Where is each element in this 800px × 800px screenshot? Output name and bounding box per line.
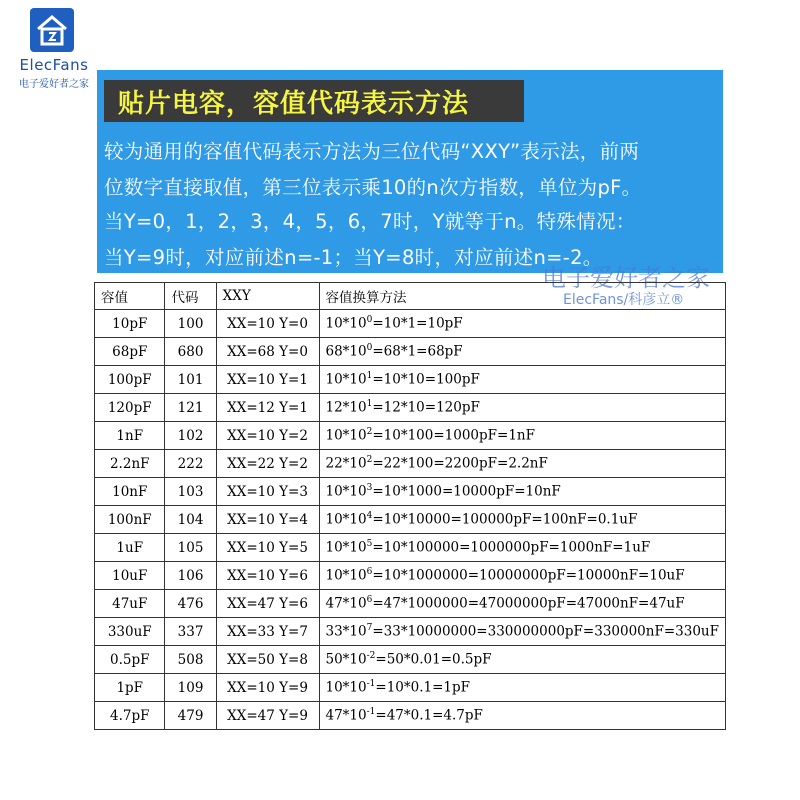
cell-code: 103 [165,478,216,506]
intro-line-1: 较为通用的容值代码表示方法为三位代码“XXY”表示法，前两 [104,140,640,163]
cell-conversion [319,422,726,450]
conversion-exponent: 1 [366,371,373,382]
table-row [95,338,726,366]
conversion-result: =10*0.1=1pF [375,679,471,696]
cell-conversion [319,534,726,562]
elecfans-logo[interactable] [8,8,96,90]
conversion-base: 10*10 [325,483,367,500]
table-row [95,394,726,422]
header-xxy: XXY [216,283,319,310]
cell-value: 4.7pF [95,702,165,730]
cell-conversion [319,674,726,702]
cell-value: 2.2nF [95,450,165,478]
header-code: 代码 [165,283,216,310]
table-row [95,534,726,562]
cell-conversion [319,478,726,506]
table-row [95,506,726,534]
cell-conversion [319,394,726,422]
table-row [95,674,726,702]
cell-xxy: XX=10 Y=2 [216,422,319,450]
cell-conversion [319,590,726,618]
cell-value: 47uF [95,590,165,618]
table-row [95,450,726,478]
conversion-result: =47*0.1=4.7pF [375,707,483,724]
header-value: 容值 [95,283,165,310]
cell-xxy: XX=10 Y=0 [216,310,319,338]
table-row [95,422,726,450]
conversion-base: 10*10 [325,315,367,332]
capacitor-code-table [94,282,726,730]
table-row [95,366,726,394]
cell-xxy: XX=47 Y=9 [216,702,319,730]
conversion-exponent: -1 [366,707,376,718]
table-header-row [95,283,726,310]
table-row [95,562,726,590]
conversion-exponent: 7 [366,623,373,634]
conversion-exponent: 2 [366,455,373,466]
conversion-exponent: 4 [366,511,373,522]
cell-conversion [319,702,726,730]
conversion-exponent: -1 [366,679,376,690]
conversion-result: =10*1000000=10000000pF=10000nF=10uF [372,567,685,584]
conversion-exponent: 3 [366,483,373,494]
cell-value: 1uF [95,534,165,562]
cell-code: 109 [165,674,216,702]
conversion-result: =10*100000=1000000pF=1000nF=1uF [372,539,651,556]
conversion-base: 10*10 [325,511,367,528]
cell-xxy: XX=22 Y=2 [216,450,319,478]
cell-conversion [319,450,726,478]
cell-code: 100 [165,310,216,338]
intro-line-3: 当Y=0，1，2，3，4，5，6，7时，Y就等于n。特殊情况： [104,210,636,233]
conversion-exponent: 6 [366,595,373,606]
cell-xxy: XX=10 Y=1 [216,366,319,394]
cell-xxy: XX=10 Y=9 [216,674,319,702]
cell-code: 337 [165,618,216,646]
cell-code: 680 [165,338,216,366]
cell-value: 100pF [95,366,165,394]
table-body [95,310,726,730]
intro-line-4: 当Y=9时，对应前述n=-1；当Y=8时，对应前述n=-2。 [104,246,603,269]
conversion-result: =10*10000=100000pF=100nF=0.1uF [372,511,638,528]
cell-conversion [319,562,726,590]
conversion-exponent: 0 [366,343,373,354]
conversion-exponent: 6 [366,567,373,578]
watermark-credit: ElecFans/科彦立® [563,292,685,308]
cell-value: 330uF [95,618,165,646]
logo-name: ElecFans [19,56,89,74]
conversion-result: =10*1000=10000pF=10nF [372,483,561,500]
cell-xxy: XX=33 Y=7 [216,618,319,646]
cell-value: 10pF [95,310,165,338]
cell-xxy: XX=68 Y=0 [216,338,319,366]
cell-xxy: XX=47 Y=6 [216,590,319,618]
header-conversion: 容值换算方法 [319,283,726,310]
conversion-base: 68*10 [325,343,367,360]
cell-code: 104 [165,506,216,534]
conversion-base: 10*10 [325,567,367,584]
conversion-result: =50*0.01=0.5pF [375,651,492,668]
conversion-result: =10*100=1000pF=1nF [372,427,535,444]
cell-xxy: XX=10 Y=4 [216,506,319,534]
cell-conversion [319,366,726,394]
page-title: 贴片电容，容值代码表示方法 [118,89,470,119]
cell-code: 101 [165,366,216,394]
cell-conversion [319,646,726,674]
conversion-result: =12*10=120pF [372,399,480,416]
conversion-base: 22*10 [325,455,367,472]
conversion-result: =10*1=10pF [372,315,463,332]
intro-line-2: 位数字直接取值，第三位表示乘10的n次方指数，单位为pF。 [104,176,642,199]
conversion-result: =22*100=2200pF=2.2nF [372,455,548,472]
cell-xxy: XX=10 Y=5 [216,534,319,562]
cell-code: 105 [165,534,216,562]
logo-subtitle: 电子爱好者之家 [19,79,89,90]
conversion-exponent: 5 [366,539,373,550]
conversion-result: =10*10=100pF [372,371,480,388]
conversion-base: 47*10 [325,707,367,724]
conversion-result: =33*10000000=330000000pF=330000nF=330uF [372,623,719,640]
conversion-base: 12*10 [325,399,367,416]
conversion-base: 10*10 [325,539,367,556]
conversion-base: 10*10 [325,427,367,444]
watermark-text: 电子爱好者之家 [542,264,710,292]
conversion-base: 50*10 [325,651,367,668]
cell-code: 508 [165,646,216,674]
cell-value: 10nF [95,478,165,506]
conversion-exponent: 2 [366,427,373,438]
table-row [95,646,726,674]
conversion-base: 33*10 [325,623,367,640]
cell-xxy: XX=10 Y=3 [216,478,319,506]
table-row [95,310,726,338]
cell-value: 120pF [95,394,165,422]
house-icon [30,8,74,52]
cell-value: 1nF [95,422,165,450]
cell-xxy: XX=10 Y=6 [216,562,319,590]
conversion-base: 10*10 [325,371,367,388]
cell-value: 68pF [95,338,165,366]
conversion-exponent: 1 [366,399,373,410]
cell-value: 0.5pF [95,646,165,674]
conversion-exponent: 0 [366,315,373,326]
cell-conversion [319,310,726,338]
cell-xxy: XX=50 Y=8 [216,646,319,674]
cell-code: 121 [165,394,216,422]
cell-value: 10uF [95,562,165,590]
conversion-base: 47*10 [325,595,367,612]
cell-code: 102 [165,422,216,450]
conversion-result: =68*1=68pF [372,343,463,360]
cell-conversion [319,506,726,534]
table-row [95,702,726,730]
cell-value: 100nF [95,506,165,534]
cell-value: 1pF [95,674,165,702]
table-row [95,478,726,506]
table-row [95,590,726,618]
cell-code: 106 [165,562,216,590]
cell-conversion [319,338,726,366]
conversion-base: 10*10 [325,679,367,696]
conversion-result: =47*1000000=47000000pF=47000nF=47uF [372,595,685,612]
cell-code: 479 [165,702,216,730]
conversion-exponent: -2 [366,651,376,662]
table-row [95,618,726,646]
cell-conversion [319,618,726,646]
cell-code: 222 [165,450,216,478]
cell-code: 476 [165,590,216,618]
cell-xxy: XX=12 Y=1 [216,394,319,422]
